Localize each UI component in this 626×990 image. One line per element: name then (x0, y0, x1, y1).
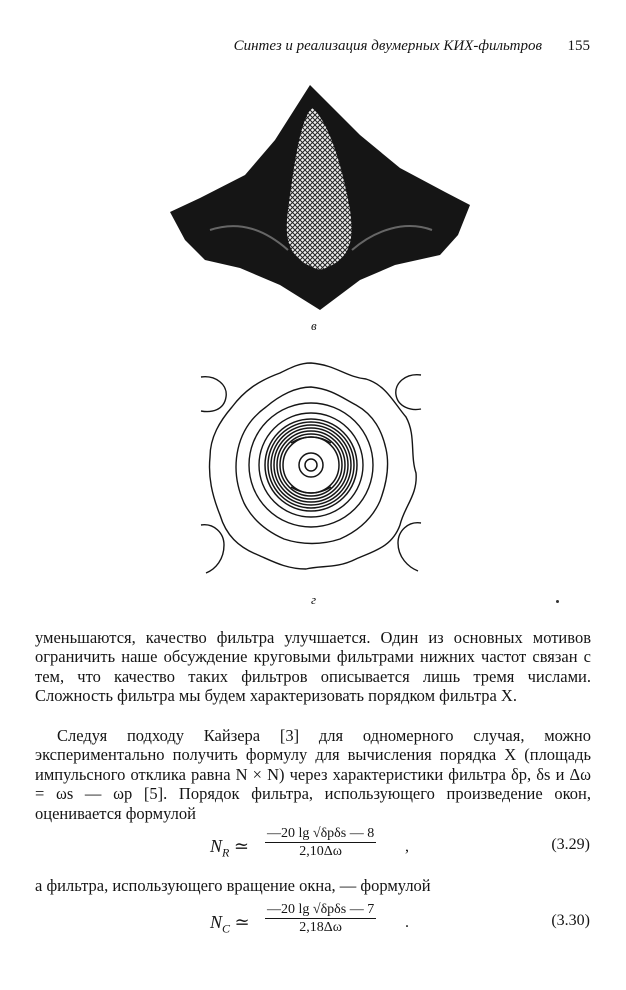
figure-caption-v: в (311, 318, 317, 333)
page-header (40, 38, 590, 60)
equation-punctuation: , (405, 838, 409, 855)
equation-numerator: —20 lg √δpδs — 7 (267, 902, 375, 917)
contour-plot-figure (196, 355, 426, 580)
figure-caption-g: г (311, 592, 317, 607)
equation-3-29 (210, 826, 590, 868)
main-lobe-dense-contours (265, 419, 357, 511)
equation-number: (3.29) (551, 836, 590, 853)
center-contour-1 (299, 453, 323, 477)
equation-numerator: —20 lg √δpδs — 8 (267, 826, 375, 841)
center-contour-2 (305, 459, 317, 471)
corner-contour-br (398, 523, 421, 571)
surface-plot-figure (170, 80, 470, 315)
paragraph-2: Следуя подходу Кайзера [3] для одномерного случая, можно экспериментально получить формулу для вычисления порядка X (площадь импульсного отклика равна N × N) через характеристики фильтра δp, δs и Δω = ωs — ωp [5]. Порядок фильтра, использующего произведение окон, оценивается формулой (35, 726, 591, 823)
equation-denominator: 2,18Δω (299, 920, 342, 935)
equation-3-30 (210, 902, 590, 944)
paragraph-3: а фильтра, использующего вращение окна, — формулой (35, 876, 431, 895)
equation-lhs: $N_C$ ≃ (210, 912, 250, 936)
equation-fraction (265, 902, 376, 936)
equation-denominator: 2,10Δω (299, 844, 342, 859)
corner-contour-bl (201, 525, 224, 573)
equation-number: (3.30) (551, 912, 590, 929)
corner-contour-tl (201, 377, 226, 412)
paragraph-1: уменьшаются, качество фильтра улучшается. Один из основных мотивов ограничить наше обсуждение круговыми фильтрами нижних частот связан с тем, что качество таких фильтров описывается лишь тремя числами. Сложность фильтра мы будем характеризовать порядком фильтра X. (35, 628, 591, 706)
equation-lhs: $N_R$ ≃ (210, 836, 249, 860)
page-number: 155 (567, 38, 590, 54)
equation-punctuation: . (405, 914, 409, 931)
corner-contour-tr (396, 375, 421, 410)
equation-fraction (265, 826, 376, 860)
running-title: Синтез и реализация двумерных КИХ-фильтров (233, 38, 542, 54)
outer-wavy-contour (209, 363, 416, 569)
stray-dot (556, 600, 559, 603)
